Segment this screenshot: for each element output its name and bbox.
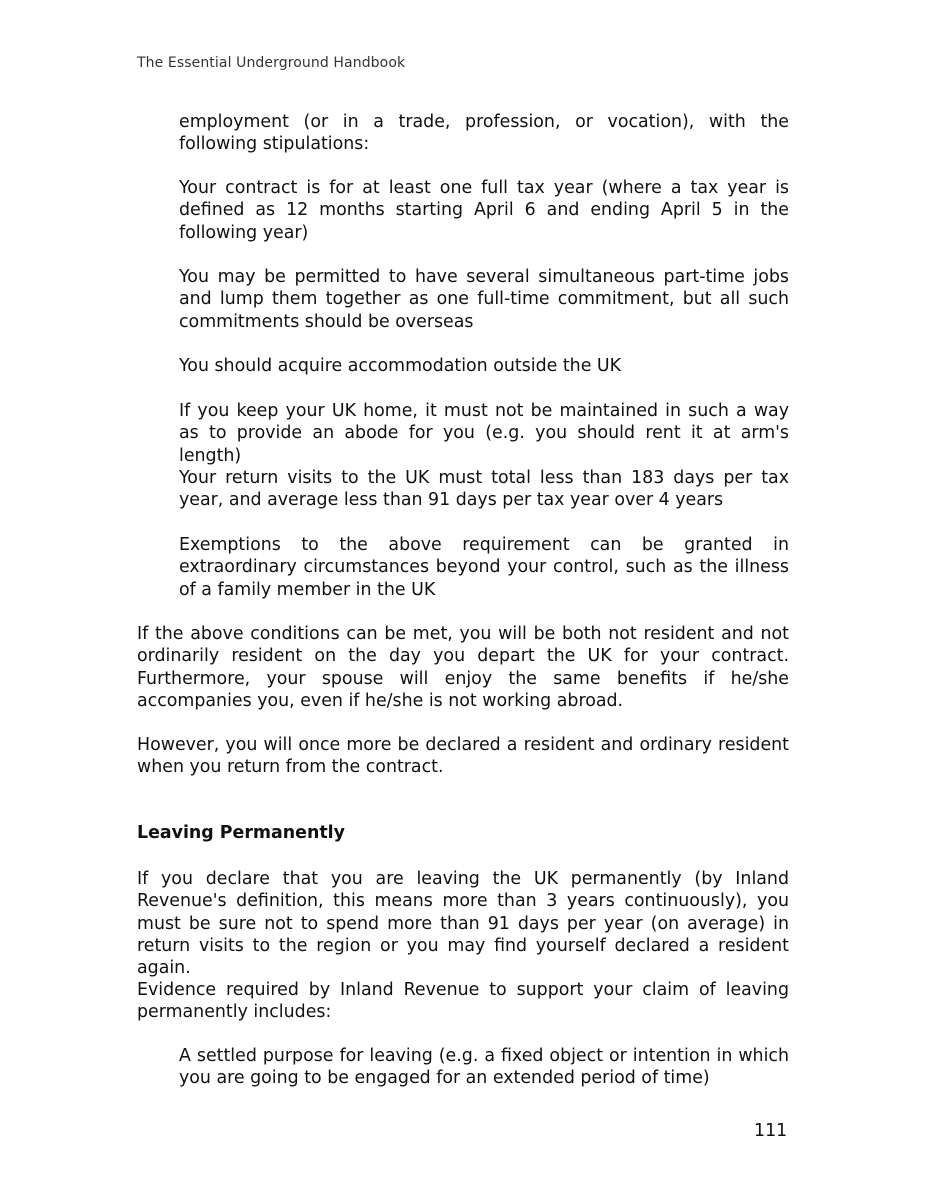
paragraph-contract-duration: Your contract is for at least one full tax year (where a tax year is defined as 12 months starting April 6 and ending April 5 in the following year) [179, 178, 789, 243]
paragraph-resident-again: However, you will once more be declared a resident and ordinary resident when you return from the contract. [137, 735, 789, 778]
paragraph-part-time-jobs: You may be permitted to have several simultaneous part-time jobs and lump them together as one full-time commitment, but all such commitments should be overseas [179, 267, 789, 332]
paragraph-evidence-required: Evidence required by Inland Revenue to support your claim of leaving permanently includes: [137, 980, 789, 1023]
section-heading: Leaving Permanently [137, 823, 345, 843]
paragraph-accommodation: You should acquire accommodation outside the UK [179, 356, 622, 376]
paragraph-leaving-permanently: If you declare that you are leaving the UK permanently (by Inland Revenue's definition, this means more than 3 years continuously), you must be sure not to spend more than 91 days per year (on average) in return visits to the region or you may find yourself declared a resident again. [137, 869, 789, 979]
paragraph-exemptions: Exemptions to the above requirement can be granted in extraordinary circumstances beyond your control, such as the illness of a family member in the UK [179, 535, 789, 600]
paragraph-conditions-met: If the above conditions can be met, you will be both not resident and not ordinarily resident on the day you depart the UK for your contract. Furthermore, your spouse will enjoy the same benefits if he/she accompanies you, even if he/she is not working abroad. [137, 624, 789, 711]
page-number: 111 [754, 1121, 788, 1141]
paragraph-settled-purpose: A settled purpose for leaving (e.g. a fixed object or intention in which you are going to be engaged for an extended period of time) [179, 1046, 789, 1089]
paragraph-employment: employment (or in a trade, profession, or vocation), with the following stipulations: [179, 112, 789, 155]
paragraph-uk-home: If you keep your UK home, it must not be maintained in such a way as to provide an abode for you (e.g. you should rent it at arm's length) [179, 401, 789, 466]
paragraph-return-visits: Your return visits to the UK must total less than 183 days per tax year, and average less than 91 days per tax year over 4 years [179, 468, 789, 511]
running-header: The Essential Underground Handbook [137, 55, 406, 71]
